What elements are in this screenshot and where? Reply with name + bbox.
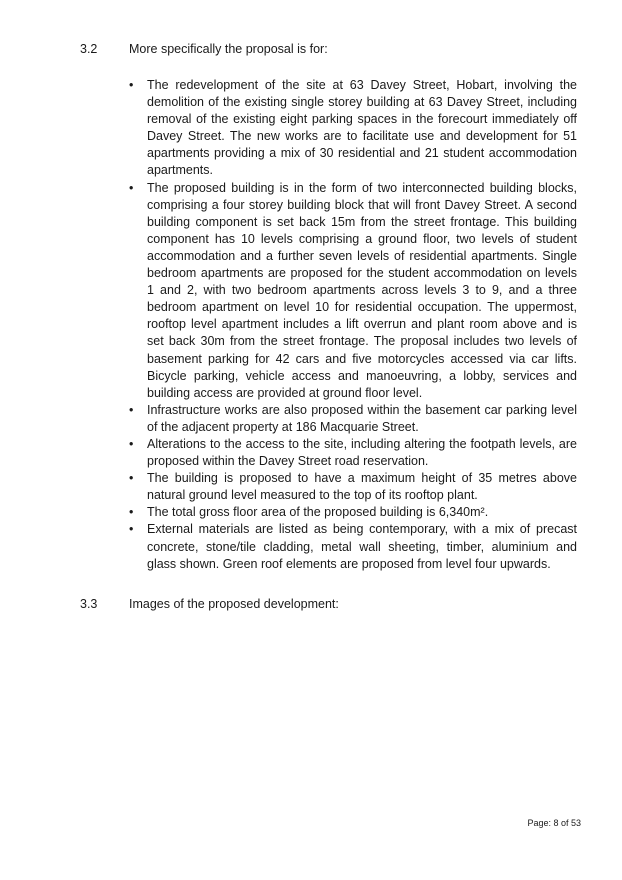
section-number: 3.2 <box>80 42 98 56</box>
proposal-bullet-list <box>129 77 577 573</box>
bullet-icon: • <box>129 505 134 520</box>
bullet-text: The redevelopment of the site at 63 Davey Street, Hobart, involving the demolition of the existing single storey building at 63 Davey Street, including removal of the existing eight parking spaces in the forecourt immediately off Davey Street. The new works are to facilitate use and development for 51 apartments providing a mix of 30 residential and 21 student accommodation apartments. <box>147 78 577 178</box>
bullet-item <box>129 470 577 504</box>
section-number: 3.3 <box>80 597 98 611</box>
bullet-item <box>129 402 577 436</box>
bullet-icon: • <box>129 436 134 451</box>
bullet-icon: • <box>129 78 134 92</box>
bullet-item <box>129 436 577 470</box>
bullet-item <box>129 180 577 402</box>
section-heading: More specifically the proposal is for: <box>129 42 328 56</box>
bullet-text: Infrastructure works are also proposed within the basement car parking level of the adjacent property at 186 Macquarie Street. <box>147 402 577 434</box>
bullet-text: The total gross floor area of the proposed building is 6,340m². <box>147 505 489 520</box>
bullet-item <box>129 504 577 521</box>
bullet-icon: • <box>129 522 134 537</box>
bullet-text: The proposed building is in the form of two interconnected building blocks, comprising a four storey building block that will front Davey Street. A second building component is set back 15m from the street frontage. This building component has 10 levels comprising a ground floor, two levels of student accommodation and a further seven levels of residential apartments. Single bedroom apartments are proposed for the student accommodation on levels 1 and 2, with two bedroom apartments across levels 3 to 9, and a three bedroom apartment on level 10 for residential occupation. The uppermost, rooftop level apartment includes a lift overrun and plant room above and is set back 30m from the street frontage. The proposal includes two levels of basement parking for 42 cars and five motorcycles accessed via car lifts. Bicycle parking, vehicle access and manoeuvring, a lobby, services and building access are provided at ground floor level. <box>147 180 577 400</box>
bullet-text: External materials are listed as being contemporary, with a mix of precast concrete, stone/tile cladding, metal wall sheeting, timber, aluminium and glass shown. Green roof elements are proposed from level four upwards. <box>147 522 577 571</box>
bullet-text: The building is proposed to have a maximum height of 35 metres above natural ground level measured to the top of its rooftop plant. <box>147 471 577 503</box>
bullet-icon: • <box>129 471 134 486</box>
page-number: Page: 8 of 53 <box>527 818 581 828</box>
bullet-icon: • <box>129 180 134 195</box>
bullet-item <box>129 521 577 572</box>
bullet-text: Alterations to the access to the site, including altering the footpath levels, are proposed within the Davey Street road reservation. <box>147 436 577 469</box>
section-heading: Images of the proposed development: <box>129 597 339 611</box>
bullet-icon: • <box>129 402 134 417</box>
bullet-item <box>129 77 577 180</box>
